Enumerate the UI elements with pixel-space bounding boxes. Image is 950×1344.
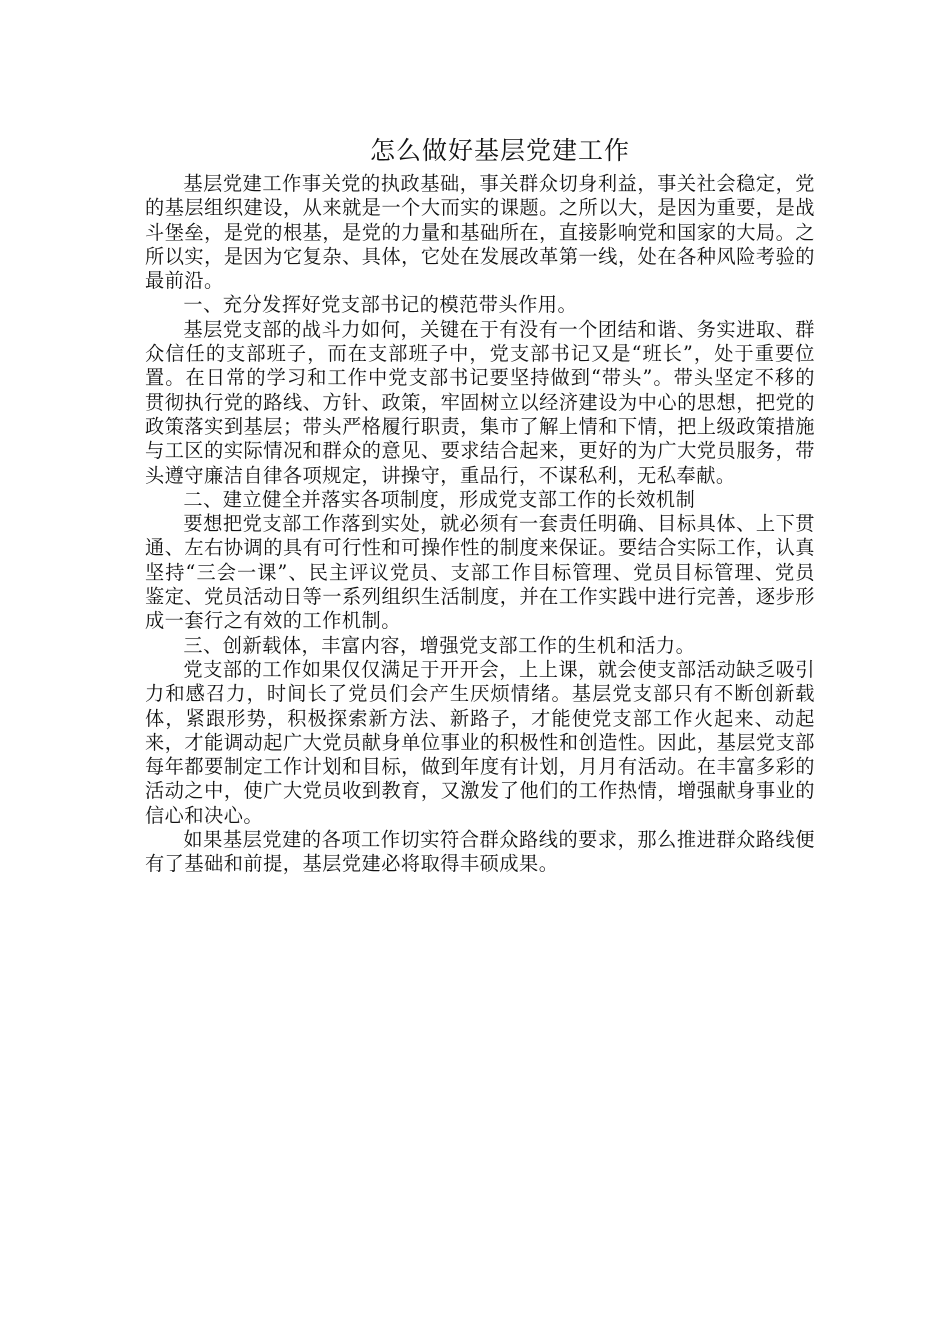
section-heading-3: 三、创新载体，丰富内容，增强党支部工作的生机和活力。 (183, 633, 696, 657)
document-title: 怎么做好基层党建工作 (369, 136, 630, 165)
section-heading-1: 一、充分发挥好党支部书记的模范带头作用。 (183, 293, 578, 317)
intro-paragraph: 基层党建工作事关党的执政基础，事关群众切身利益，事关社会稳定，党的基层组织建设，从来就是一个大而实的课题。之所以大，是因为重要，是战斗堡垒，是党的根基，是党的力量和基础所在，直接影响党和国家的大局。之所以实，是因为它复杂、具体，它处在发展改革第一线，处在各种风险考验的最前沿。 (145, 172, 815, 293)
conclusion-paragraph: 如果基层党建的各项工作切实符合群众路线的要求，那么推进群众路线便有了基础和前提，基层党建必将取得丰硕成果。 (145, 828, 815, 876)
section-2-paragraph: 要想把党支部工作落到实处，就必须有一套责任明确、目标具体、上下贯通、左右协调的具有可行性和可操作性的制度来保证。要结合实际工作，认真坚持“三会一课”、民主评议党员、支部工作目标管理、党员目标管理、党员鉴定、党员活动日等一系列组织生活制度，并在工作实践中进行完善，逐步形成一套行之有效的工作机制。 (145, 512, 815, 633)
section-heading-2: 二、建立健全并落实各项制度，形成党支部工作的长效机制 (183, 487, 696, 511)
document-body (145, 134, 815, 877)
section-3-paragraph: 党支部的工作如果仅仅满足于开开会，上上课，就会使支部活动缺乏吸引力和感召力，时间长了党员们会产生厌烦情绪。基层党支部只有不断创新载体，紧跟形势，积极探索新方法、新路子，才能使党支部工作火起来、动起来，才能调动起广大党员献身单位事业的积极性和创造性。因此，基层党支部每年都要制定工作计划和目标，做到年度有计划，月月有活动。在丰富多彩的活动之中，使广大党员收到教育，又激发了他们的工作热情，增强献身事业的信心和决心。 (145, 657, 815, 827)
section-1-paragraph: 基层党支部的战斗力如何，关键在于有没有一个团结和谐、务实进取、群众信任的支部班子，而在支部班子中，党支部书记又是“班长”，处于重要位置。在日常的学习和工作中党支部书记要坚持做到“带头”。带头坚定不移的贯彻执行党的路线、方针、政策，牢固树立以经济建设为中心的思想，把党的政策落实到基层；带头严格履行职责，集市了解上情和下情，把上级政策措施与工区的实际情况和群众的意见、要求结合起来，更好的为广大党员服务，带头遵守廉洁自律各项规定，讲操守，重品行，不谋私利，无私奉献。 (145, 317, 815, 487)
